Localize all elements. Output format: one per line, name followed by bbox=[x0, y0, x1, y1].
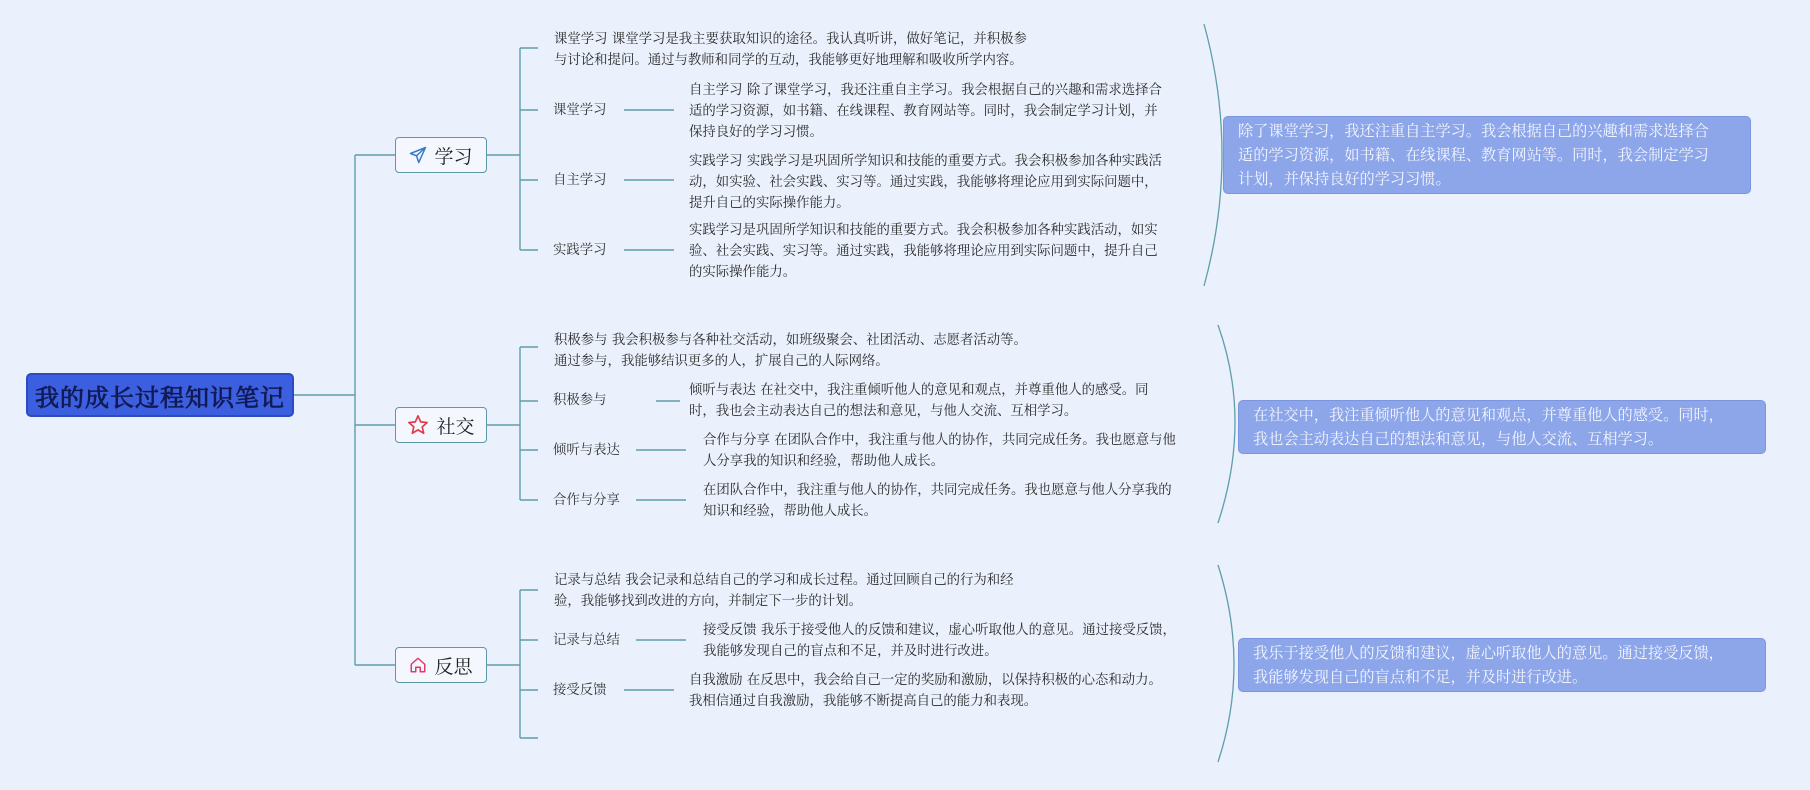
house-icon bbox=[409, 656, 427, 674]
summary-box[interactable]: 我乐于接受他人的反馈和建议，虚心听取他人的意见。通过接受反馈， 我能够发现自己的盲点和不足，并及时进行改进。 bbox=[1238, 638, 1766, 692]
topic-detail-text: 倾听与表达 在社交中，我注重倾听他人的意见和观点，并尊重他人的感受。同 时，我也会主动表达自己的想法和意见，与他人交流、互相学习。 bbox=[689, 383, 1149, 419]
summary-box[interactable]: 除了课堂学习，我还注重自主学习。我会根据自己的兴趣和需求选择合 适的学习资源，如书籍、在线课程、教育网站等。同时，我会制定学习 计划，并保持良好的学习习惯。 bbox=[1223, 116, 1751, 194]
root-node[interactable] bbox=[26, 373, 294, 417]
branch-label: 反思 bbox=[434, 655, 473, 678]
topic-detail-text: 实践学习 实践学习是巩固所学知识和技能的重要方式。我会积极参加各种实践活 动，如实验、社会实践、实习等。通过实践，我能够将理论应用到实际问题中， 提升自己的实际操作能力。 bbox=[689, 154, 1162, 211]
topic-label[interactable]: 积极参与 bbox=[553, 393, 607, 408]
topic-detail-text: 自主学习 除了课堂学习，我还注重自主学习。我会根据自己的兴趣和需求选择合 适的学习资源，如书籍、在线课程、教育网站等。同时，我会制定学习计划，并 保持良好的学习习惯。 bbox=[689, 83, 1162, 140]
branch-intro-text: 课堂学习 课堂学习是我主要获取知识的途径。我认真听讲，做好笔记，并积极参 与讨论和提问。通过与教师和同学的互动，我能够更好地理解和吸收所学内容。 bbox=[554, 32, 1027, 68]
branch-label: 社交 bbox=[436, 415, 475, 438]
topic-detail-text: 在团队合作中，我注重与他人的协作，共同完成任务。我也愿意与他人分享我的 知识和经验，帮助他人成长。 bbox=[703, 483, 1172, 519]
topic-detail-text: 合作与分享 在团队合作中，我注重与他人的协作，共同完成任务。我也愿意与他 人分享我的知识和经验，帮助他人成长。 bbox=[703, 433, 1176, 469]
branch-node-social[interactable] bbox=[395, 407, 487, 443]
root-title: 我的成长过程知识笔记 bbox=[35, 383, 285, 412]
summary-box[interactable]: 在社交中，我注重倾听他人的意见和观点，并尊重他人的感受。同时， 我也会主动表达自己的想法和意见，与他人交流、互相学习。 bbox=[1238, 400, 1766, 454]
branch-intro-text: 记录与总结 我会记录和总结自己的学习和成长过程。通过回顾自己的行为和经 验，我能够找到改进的方向，并制定下一步的计划。 bbox=[554, 573, 1014, 609]
star-icon bbox=[407, 414, 429, 436]
topic-label[interactable]: 倾听与表达 bbox=[553, 443, 620, 458]
topic-detail-text: 实践学习是巩固所学知识和技能的重要方式。我会积极参加各种实践活动，如实 验、社会实践、实习等。通过实践，我能够将理论应用到实际问题中，提升自己 的实际操作能力。 bbox=[689, 223, 1158, 280]
topic-detail-text: 接受反馈 我乐于接受他人的反馈和建议，虚心听取他人的意见。通过接受反馈， 我能够发现自己的盲点和不足，并及时进行改进。 bbox=[703, 623, 1176, 659]
branch-label: 学习 bbox=[434, 145, 473, 168]
topic-label[interactable]: 接受反馈 bbox=[553, 683, 607, 698]
topic-label[interactable]: 记录与总结 bbox=[553, 633, 620, 648]
branch-node-reflection[interactable] bbox=[395, 647, 487, 683]
topic-label[interactable]: 课堂学习 bbox=[553, 103, 607, 118]
topic-label[interactable]: 自主学习 bbox=[553, 173, 607, 188]
branch-node-study[interactable] bbox=[395, 137, 487, 173]
topic-label[interactable]: 实践学习 bbox=[553, 243, 607, 258]
paper-plane-icon bbox=[409, 146, 427, 164]
branch-intro-text: 积极参与 我会积极参与各种社交活动，如班级聚会、社团活动、志愿者活动等。 通过参与，我能够结识更多的人，扩展自己的人际网络。 bbox=[554, 333, 1027, 369]
topic-detail-text: 自我激励 在反思中，我会给自己一定的奖励和激励，以保持积极的心态和动力。 我相信通过自我激励，我能够不断提高自己的能力和表现。 bbox=[689, 673, 1162, 709]
topic-label[interactable]: 合作与分享 bbox=[553, 493, 620, 508]
